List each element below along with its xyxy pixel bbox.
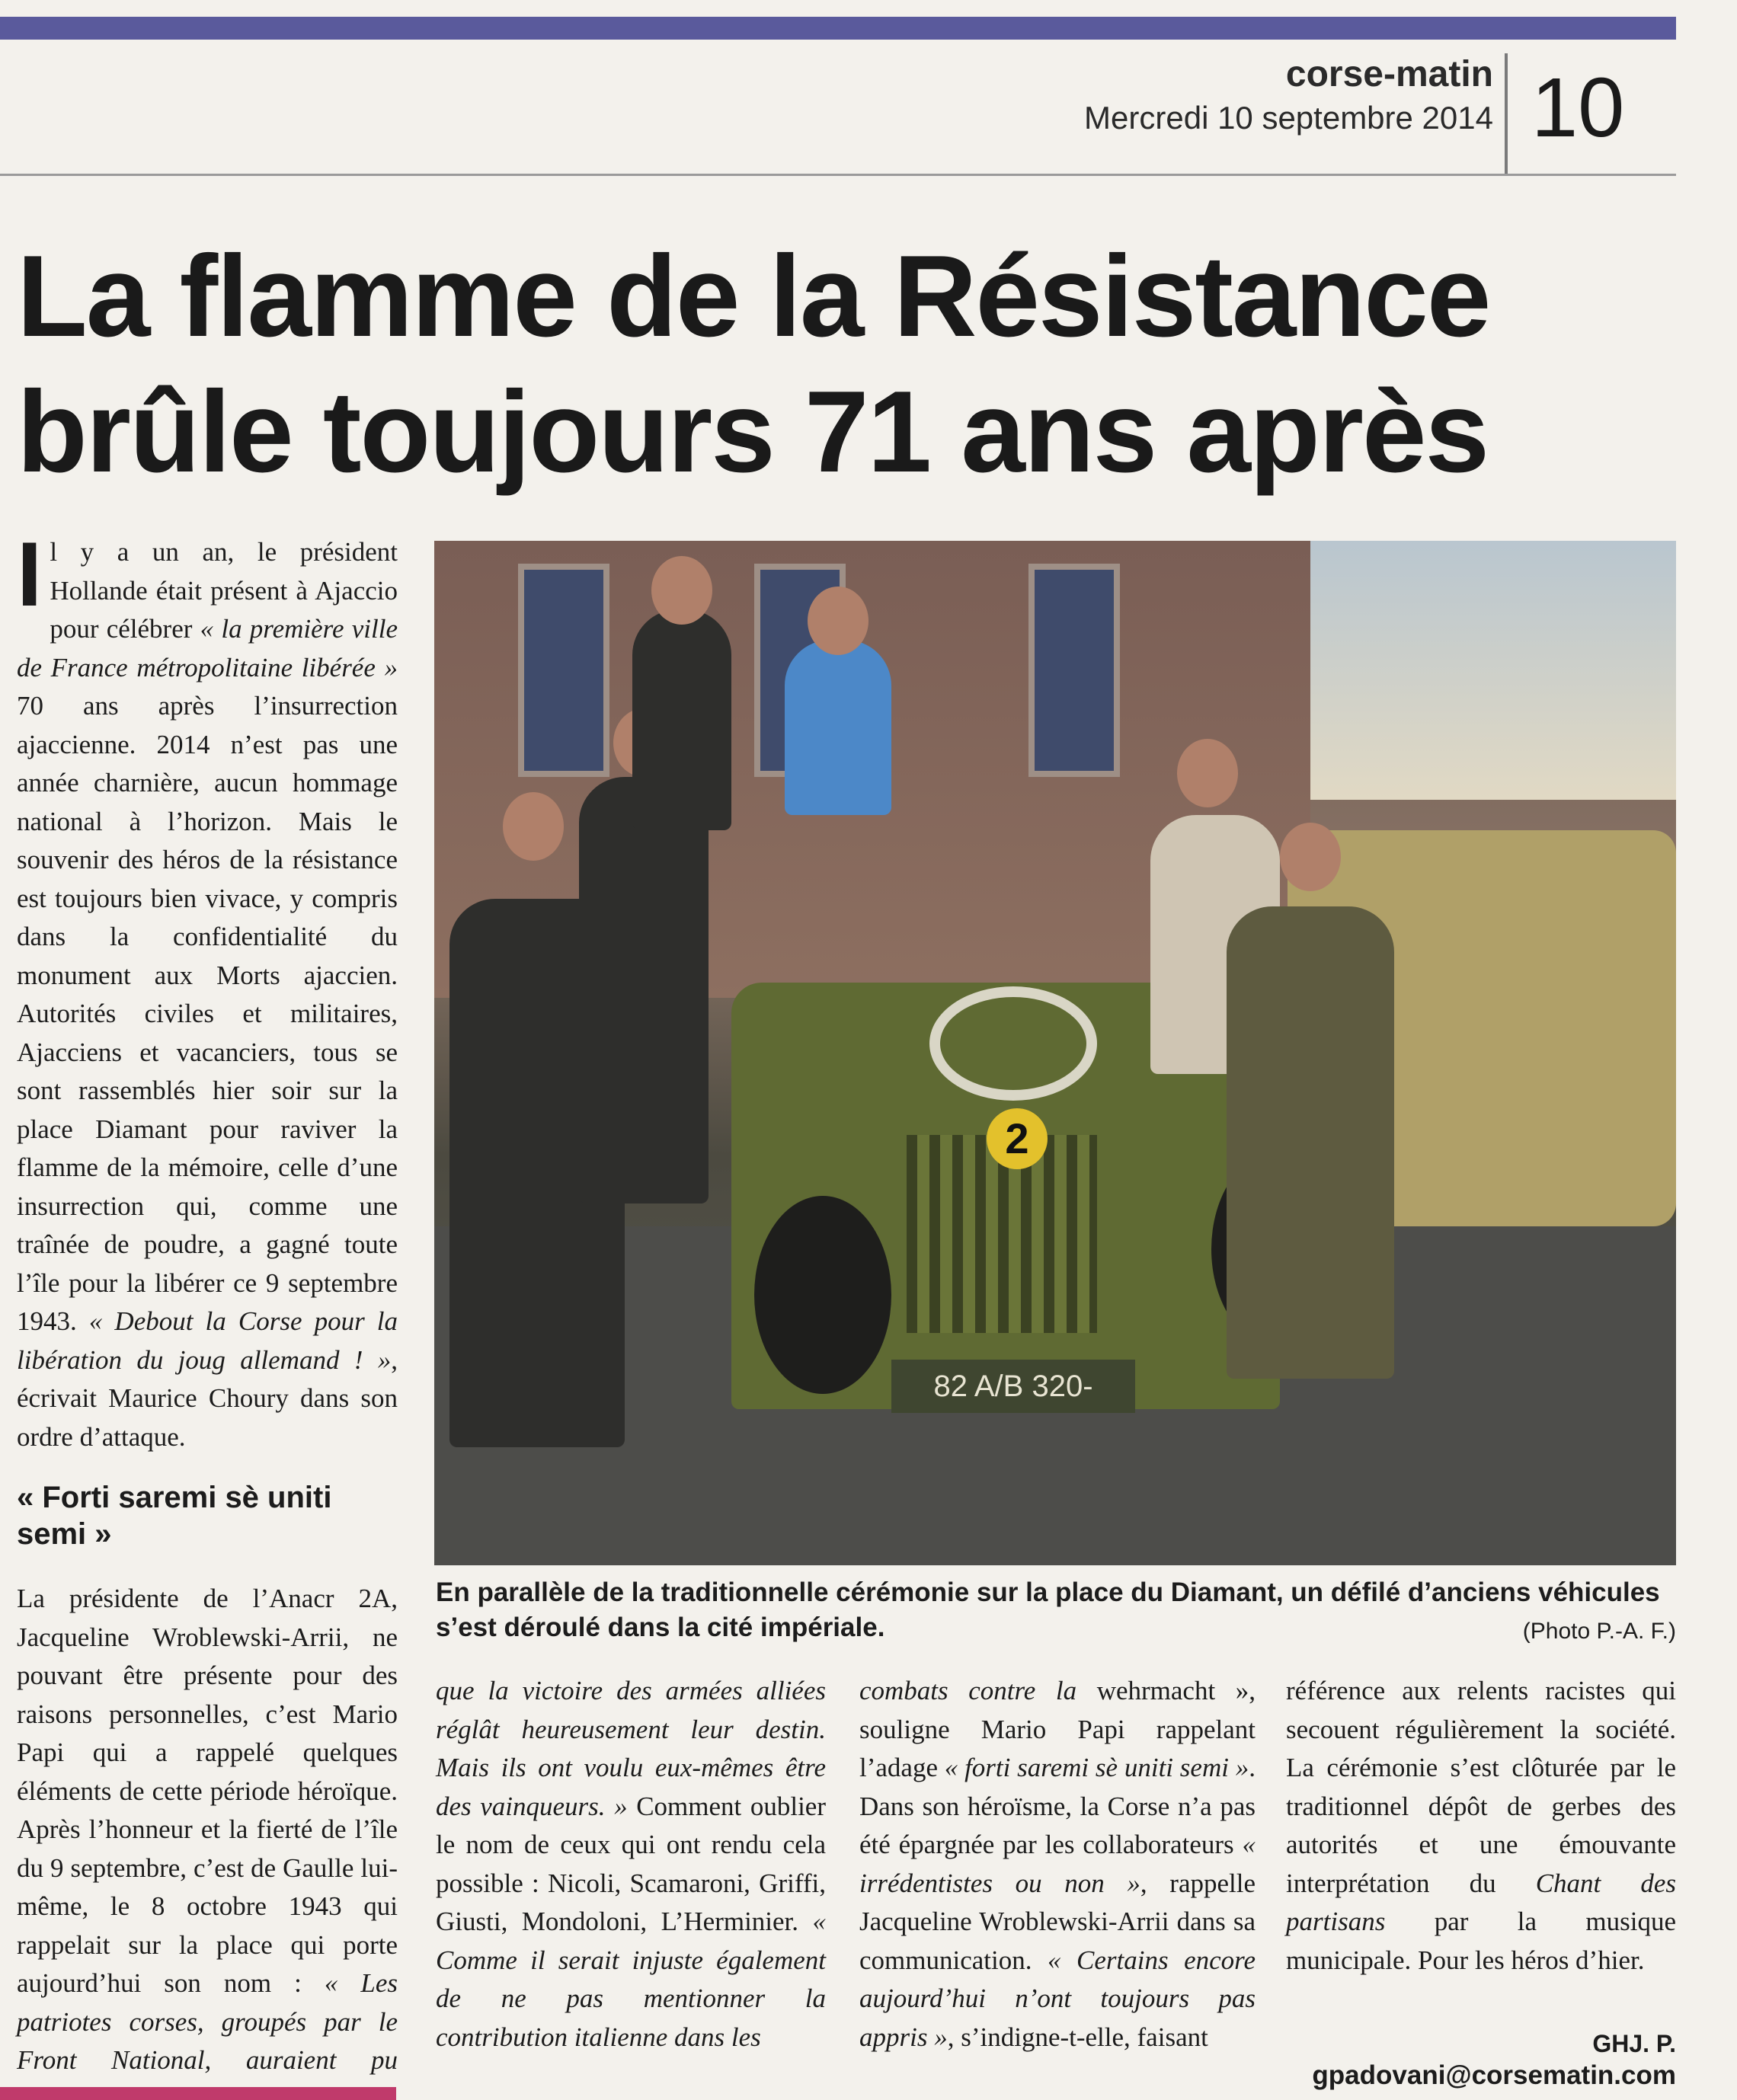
bottom-color-strip [0, 2087, 396, 2100]
photo-caption: En parallèle de la traditionnelle cérémonie sur la place du Diamant, un défilé d’anciens véhicules s’est déroulé dans la cité impériale. [436, 1577, 1660, 1642]
author-email: gpadovani@corsematin.com [1312, 2060, 1676, 2090]
newspaper-name: corse-matin [1285, 54, 1493, 94]
publication-date: Mercredi 10 septembre 2014 [1084, 100, 1493, 136]
article-subhead: « Forti saremi sè uniti semi » [17, 1481, 332, 1551]
headline [17, 229, 1678, 500]
jeep-number-badge: 2 [987, 1108, 1048, 1169]
article-column-3: combats contre la wehrmacht », souligne Mario Papi rappelant l’adage « forti saremi sè uniti semi ». Dans son héroïsme, la Corse n’a pas été épargnée par les collaborateurs « irrédentistes ou non », rappelle Jacqueline Wroblewski-Arrii dans sa communication. « Certains encore aujourd’hui n’ont toujours pas appris », s’indigne-t-elle, faisant [859, 1676, 1256, 2052]
header-divider [1505, 53, 1508, 175]
top-color-bar [0, 17, 1676, 40]
drop-cap: I [17, 523, 43, 625]
article-paragraph-2: La présidente de l’Anacr 2A, Jacqueline Wroblewski-Arrii, ne pouvant être présente pour des raisons personnelles, c’est Mario Papi qui a rappelé quelques éléments de cette période héroïque. Après l’honneur et la fierté de l’île du 9 septembre, c’est de Gaulle lui-même, le 8 octobre 1943 qui rappelait sur la place qui porte aujourd’hui son nom : « Les patriotes corses, groupés par le Front National, auraient pu [17, 1584, 398, 2075]
photo-credit: (Photo P.-A. F.) [1522, 1619, 1676, 1644]
headline-line-2: brûle toujours 71 ans après [17, 367, 1489, 497]
page-number: 10 [1531, 61, 1625, 155]
article-column-1 [17, 523, 398, 2100]
article-photo [434, 541, 1676, 1565]
article-column-2: que la victoire des armées alliées réglât heureusement leur destin. Mais ils ont voulu eux-mêmes être des vainqueurs. » Comment oublier le nom de ceux qui ont rendu cela possible : Nicoli, Scamaroni, Griffi, Giusti, Mondoloni, L’Herminier. « Comme il serait injuste également de ne pas mentionner la contribution italienne dans les [436, 1676, 826, 2052]
masthead [990, 53, 1493, 136]
jeep-plate: 82 A/B 320- [891, 1360, 1135, 1413]
author-signature: GHJ. P. [1592, 2030, 1676, 2057]
article-column-4: référence aux relents racistes qui secouent régulièrement la société. La cérémonie s’est clôturée par le traditionnel dépôt de gerbes des autorités et une émouvante interprétation du Chant des partisans par la musique municipale. Pour les héros d’hier. [1286, 1676, 1676, 1975]
article-intro-paragraph: Il y a un an, le président Hollande était présent à Ajaccio pour célébrer « la première ville de France métropolitaine libérée » 70 ans après l’insurrection ajaccienne. 2014 n’est pas une année charnière, aucun hommage national à l’horizon. Mais le souvenir des héros de la résistance est toujours bien vivace, y compris dans la confidentialité du monument aux Morts ajaccien. Autorités civiles et militaires, Ajacciens et vacanciers, tous se sont rassemblés hier soir sur la place Diamant pour raviver la flamme de la mémoire, celle d’une insurrection qui, comme une traînée de poudre, a gagné toute l’île pour la libérer ce 9 septembre 1943. « Debout la Corse pour la libération du joug allemand ! », écrivait Maurice Choury dans son ordre d’attaque. [17, 523, 398, 1452]
header-rule [0, 174, 1676, 176]
headline-line-1: La flamme de la Résistance [17, 232, 1490, 361]
